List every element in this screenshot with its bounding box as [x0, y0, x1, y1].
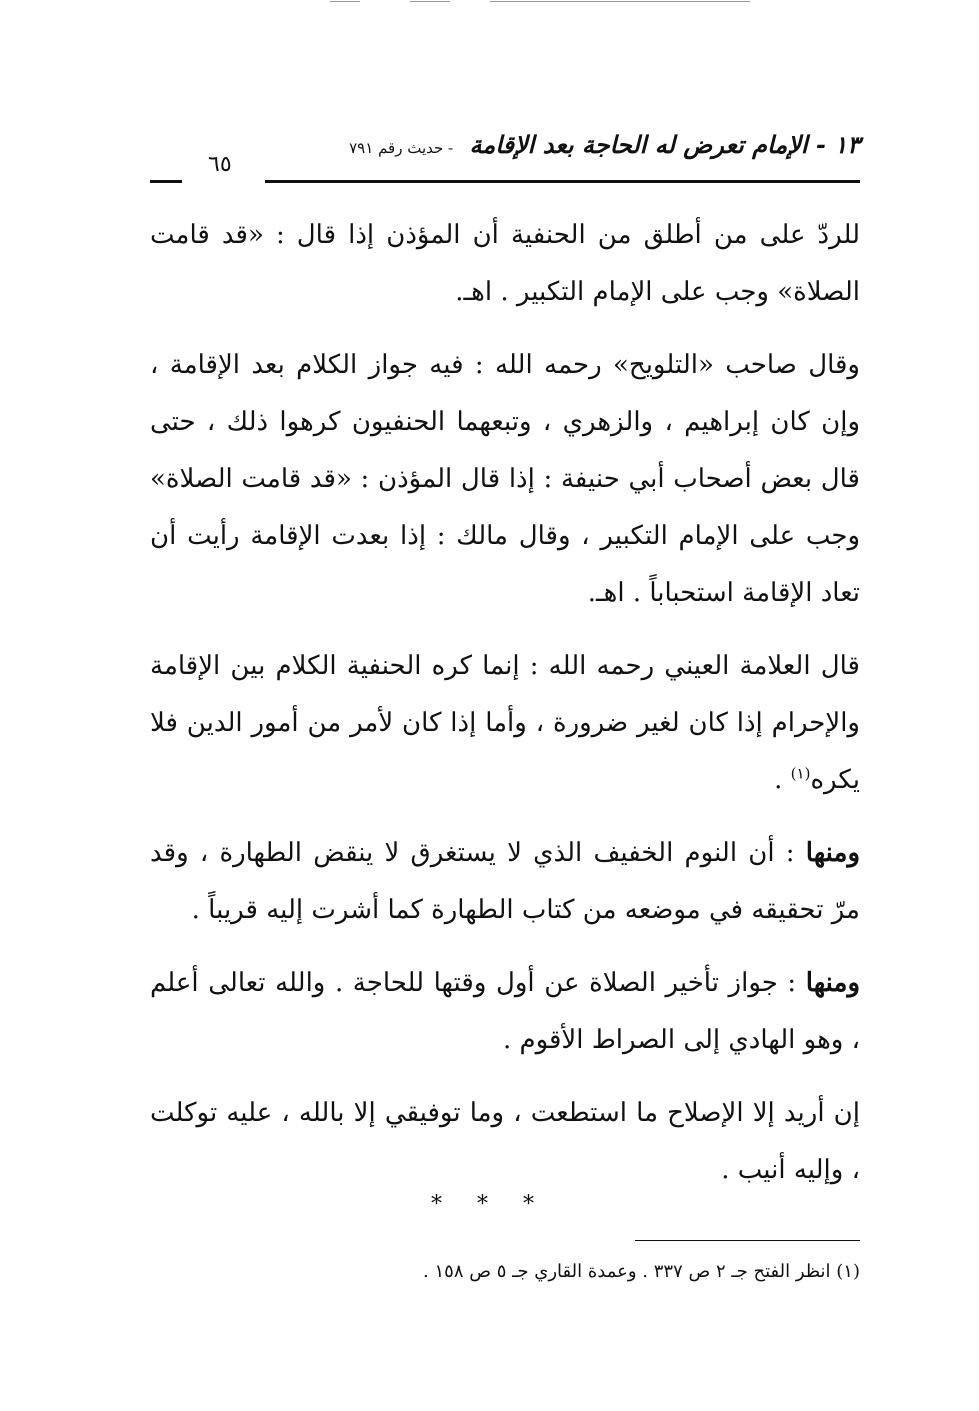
footnote-rule: [635, 1240, 860, 1241]
running-header: [150, 130, 860, 190]
scan-marks: [330, 0, 750, 4]
paragraph: إن أريد إلا الإصلاح ما استطعت ، وما توفيقي إلا بالله ، عليه توكلت ، وإليه أنيب .: [150, 1098, 860, 1185]
hadith-number: - حديث رقم ٧٩١: [349, 139, 454, 157]
section-separator: * * *: [431, 1192, 548, 1217]
footnote: (١) انظر الفتح جـ ٢ ص ٣٣٧ . وعمدة القاري جـ ٥ ص ١٥٨ .: [423, 1261, 860, 1282]
header-rule-short: [150, 180, 182, 183]
footnote-reference[interactable]: (١): [790, 764, 811, 783]
paragraph: للردّ على من أطلق من الحنفية أن المؤذن إذا قال : «قد قامت الصلاة» وجب على الإمام التكبير . اهـ.: [150, 220, 860, 307]
paragraph: وقال صاحب «التلويح» رحمه الله : فيه جواز الكلام بعد الإقامة ، وإن كان إبراهيم ، والزهري ، وتبعهما الحنفيون كرهوا ذلك ، حتى قال بعض أصحاب أبي حنيفة : إذا قال المؤذن : «قد قامت الصلاة» وجب على الإمام التكبير ، وقال مالك : إذا بعدت الإقامة رأيت أن تعاد الإقامة استحباباً . اهـ.: [150, 350, 861, 608]
paragraph: [150, 825, 860, 939]
paragraph-text: : أن النوم الخفيف الذي لا يستغرق لا ينقض الطهارة ، وقد مرّ تحقيقه في موضعه من كتاب الطهارة كما أشرت إليه قريباً .: [150, 838, 860, 925]
header-rule: [265, 180, 860, 183]
paragraph-lead: ومنها: [805, 968, 860, 998]
header-title: [349, 130, 860, 159]
paragraph-end: .: [774, 765, 791, 795]
paragraph-lead: ومنها: [805, 838, 860, 868]
body-text: [150, 207, 860, 1215]
page-number: ٦٥: [208, 152, 232, 177]
chapter-title: ١٣ - الإمام تعرض له الحاجة بعد الإقامة: [469, 130, 860, 159]
paragraph-text: قال العلامة العيني رحمه الله : إنما كره الحنفية الكلام بين الإقامة والإحرام إذا كان لغير ضرورة ، وأما إذا كان لأمر من أمور الدين فلا يكره: [150, 651, 860, 795]
paragraph: [150, 955, 860, 1069]
paragraph-text: : جواز تأخير الصلاة عن أول وقتها للحاجة . والله تعالى أعلم ، وهو الهادي إلى الصراط الأقوم .: [150, 968, 860, 1055]
paragraph: [150, 638, 860, 809]
